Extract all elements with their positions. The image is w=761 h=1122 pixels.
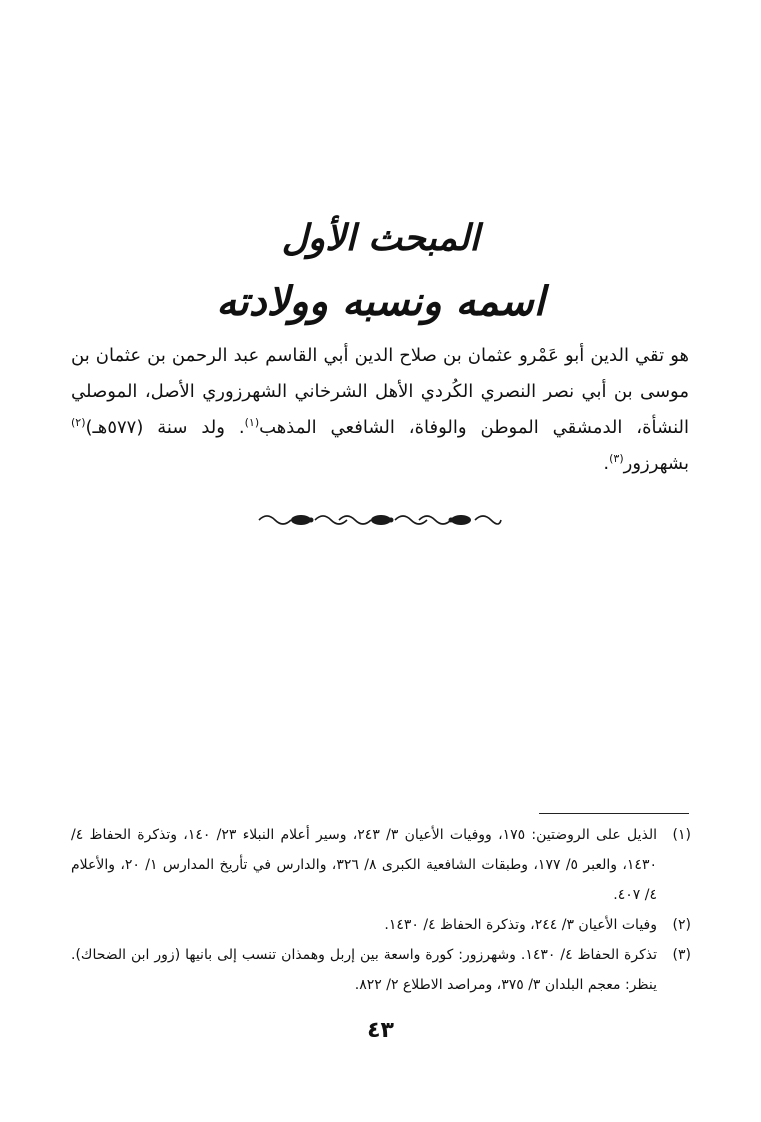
footnote xyxy=(71,820,691,910)
footnote-text: الذيل على الروضتين: ١٧٥، ووفيات الأعيان ٣/ ٢٤٣، وسير أعلام النبلاء ٢٣/ ١٤٠، وتذكرة الحفاظ ٤/ ١٤٣٠، والعبر ٥/ ١٧٧، وطبقات الشافعية الكبرى ٨/ ٣٢٦، والدارس في تأريخ المدارس ١/ ٢٠، والأعلام ٤/ ٤٠٧. xyxy=(71,827,657,903)
footnotes xyxy=(71,820,691,1000)
footnote-number: (٣) xyxy=(672,947,691,963)
footnote-ref-3[interactable]: (٣) xyxy=(609,452,624,465)
body-text-part: . ولد سنة (٥٧٧هـ) xyxy=(85,417,245,438)
page-number: ٤٣ xyxy=(367,1018,394,1043)
ornament-divider-icon xyxy=(255,508,505,532)
footnote-ref-2[interactable]: (٢) xyxy=(71,416,86,429)
section-title: اسمه ونسبه وولادته xyxy=(216,278,545,325)
section-heading: المبحث الأول xyxy=(281,217,480,259)
body-paragraph xyxy=(71,338,689,482)
footnote-number: (٢) xyxy=(672,917,691,933)
body-text-part: بشهرزور xyxy=(623,453,689,474)
footnote xyxy=(71,940,691,1000)
footnote xyxy=(71,910,691,940)
footnote-text: وفيات الأعيان ٣/ ٢٤٤، وتذكرة الحفاظ ٤/ ١٤٣٠. xyxy=(384,917,657,933)
footnote-text: تذكرة الحفاظ ٤/ ١٤٣٠. وشهرزور: كورة واسعة بين إربل وهمذان تنسب إلى بانيها (زور ابن الضحاك). ينظر: معجم البلدان ٣/ ٣٧٥، ومراصد الاطلاع ٢/ ٨٢٢. xyxy=(71,947,658,993)
body-text-part: هو تقي الدين أبو عَمْرو عثمان بن صلاح الدين أبي القاسم عبد الرحمن بن عثمان بن موسى بن أبي نصر النصري الكُردي الأهل الشرخاني الشهرزوري الأصل، الموصلي النشأة، الدمشقي الموطن والوفاة، الشافعي المذهب xyxy=(71,345,689,438)
footnote-number: (١) xyxy=(672,827,691,843)
footnote-divider xyxy=(539,813,689,814)
footnote-ref-1[interactable]: (١) xyxy=(244,416,260,429)
body-text-part: . xyxy=(603,453,610,474)
